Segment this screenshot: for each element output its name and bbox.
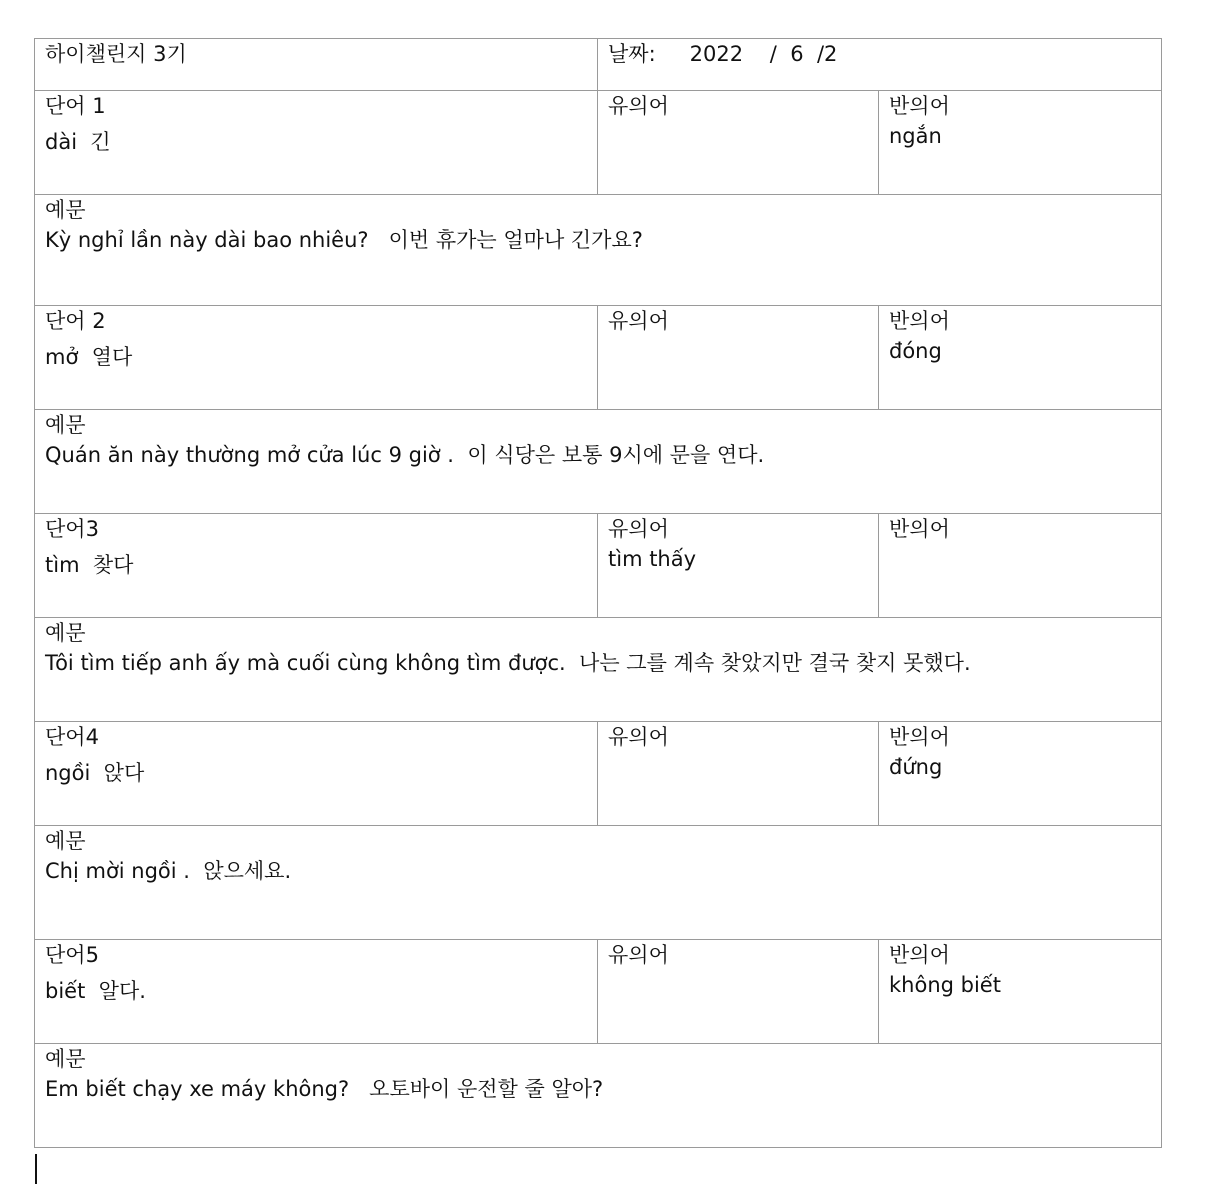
antonym-label: 반의어: [889, 943, 950, 967]
example-cell[interactable]: [35, 195, 1162, 306]
example-sentence: Quán ăn này thường mở cửa lúc 9 giờ . 이 식당은 보통 9시에 문을 연다.: [45, 443, 765, 467]
synonym-value: tìm thấy: [608, 547, 697, 571]
word-value: mở 열다: [45, 345, 133, 369]
example-sentence: Tôi tìm tiếp anh ấy mà cuối cùng không tìm được. 나는 그를 계속 찾았지만 결국 찾지 못했다.: [45, 651, 971, 675]
word-cell[interactable]: [35, 306, 598, 410]
word-value: tìm 찾다: [45, 553, 134, 577]
word-label: 단어 2: [45, 309, 106, 333]
example-sentence: Chị mời ngồi . 앉으세요.: [45, 859, 292, 883]
date-label: 날짜:: [608, 42, 656, 66]
example-row: [35, 195, 1162, 306]
word-row: [35, 514, 1162, 618]
example-cell[interactable]: [35, 618, 1162, 722]
sheet-title: 하이챌린지 3기: [45, 42, 187, 66]
antonym-value: không biết: [889, 973, 1001, 997]
example-label: 예문: [45, 1047, 86, 1071]
antonym-value: ngắn: [889, 124, 942, 148]
example-sentence: Em biết chạy xe máy không? 오토바이 운전할 줄 알아?: [45, 1077, 604, 1101]
synonym-label: 유의어: [608, 725, 669, 749]
synonym-label: 유의어: [608, 517, 669, 541]
title-cell[interactable]: [35, 39, 598, 91]
antonym-label: 반의어: [889, 725, 950, 749]
synonym-label: 유의어: [608, 94, 669, 118]
example-label: 예문: [45, 829, 86, 853]
word-cell[interactable]: [35, 91, 598, 195]
example-cell[interactable]: [35, 1044, 1162, 1148]
word-label: 단어 1: [45, 94, 106, 118]
example-label: 예문: [45, 413, 86, 437]
word-cell[interactable]: [35, 940, 598, 1044]
word-value: ngồi 앉다: [45, 761, 145, 785]
date-cell[interactable]: [598, 39, 1162, 91]
word-cell[interactable]: [35, 514, 598, 618]
synonym-cell[interactable]: [598, 91, 879, 195]
antonym-label: 반의어: [889, 309, 950, 333]
antonym-value: đứng: [889, 755, 943, 779]
example-label: 예문: [45, 621, 86, 645]
synonym-label: 유의어: [608, 943, 669, 967]
antonym-cell[interactable]: [879, 91, 1162, 195]
synonym-label: 유의어: [608, 309, 669, 333]
antonym-cell[interactable]: [879, 514, 1162, 618]
example-label: 예문: [45, 198, 86, 222]
word-row: [35, 722, 1162, 826]
antonym-cell[interactable]: [879, 940, 1162, 1044]
word-row: [35, 306, 1162, 410]
synonym-cell[interactable]: [598, 940, 879, 1044]
synonym-cell[interactable]: [598, 722, 879, 826]
synonym-cell[interactable]: [598, 306, 879, 410]
date-value: 2022 / 6 /2: [689, 42, 838, 66]
example-cell[interactable]: [35, 826, 1162, 940]
word-label: 단어5: [45, 943, 99, 967]
text-cursor: [35, 1154, 37, 1184]
example-row: [35, 618, 1162, 722]
synonym-cell[interactable]: [598, 514, 879, 618]
antonym-cell[interactable]: [879, 722, 1162, 826]
example-sentence: Kỳ nghỉ lần này dài bao nhiêu? 이번 휴가는 얼마나 긴가요?: [45, 228, 643, 252]
word-value: dài 긴: [45, 130, 111, 154]
vocabulary-table: [34, 38, 1162, 1148]
word-cell[interactable]: [35, 722, 598, 826]
word-label: 단어3: [45, 517, 99, 541]
word-row: [35, 91, 1162, 195]
antonym-label: 반의어: [889, 94, 950, 118]
antonym-label: 반의어: [889, 517, 950, 541]
example-cell[interactable]: [35, 410, 1162, 514]
word-row: [35, 940, 1162, 1044]
example-row: [35, 826, 1162, 940]
word-label: 단어4: [45, 725, 99, 749]
antonym-value: đóng: [889, 339, 942, 363]
word-value: biết 알다.: [45, 979, 146, 1003]
antonym-cell[interactable]: [879, 306, 1162, 410]
header-row: [35, 39, 1162, 91]
example-row: [35, 1044, 1162, 1148]
example-row: [35, 410, 1162, 514]
